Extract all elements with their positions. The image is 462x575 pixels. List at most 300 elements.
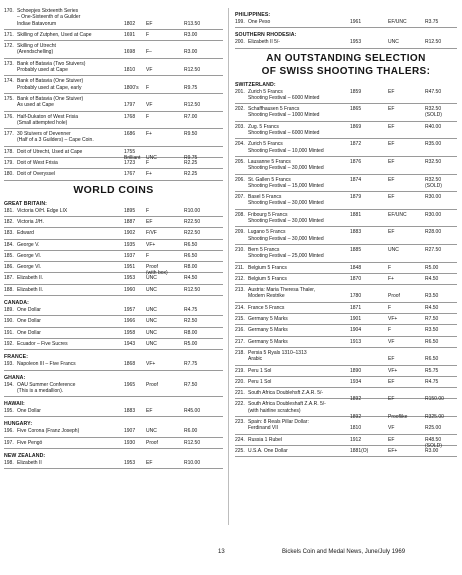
lot-description: Skilling of Zutphen, Used at Cape (17, 31, 92, 38)
lot-number: 216. (235, 327, 245, 334)
country-heading: GREAT BRITAIN: (4, 200, 47, 207)
catalog-entry (4, 131, 223, 144)
entry-rule (235, 156, 457, 157)
catalog-entry (235, 390, 457, 403)
lot-field: 1881(O) (350, 447, 369, 454)
lot-field: R3.00 (184, 49, 198, 56)
lot-field: Brilliant (124, 155, 141, 162)
lot-field: EF+ (388, 447, 398, 454)
lot-field: VF+ (146, 241, 156, 248)
lot-field: 1872 (350, 141, 362, 148)
lot-field: R150.00 (425, 396, 444, 403)
lot-field: R6.50 (425, 338, 439, 345)
lot-number: 213. (235, 287, 245, 294)
lot-field: R12.50 (184, 439, 201, 446)
country-heading: CANADA: (4, 300, 29, 307)
catalog-entry (4, 219, 223, 225)
lot-field: 1885 (350, 246, 362, 253)
lot-field: R22.50 (184, 230, 201, 237)
lot-number: 187. (4, 275, 14, 282)
lot-description: Elizabeth II (17, 459, 42, 466)
lot-number: 211. (235, 264, 245, 271)
lot-field: R6.50 (184, 252, 198, 259)
lot-field: 1907 (124, 428, 136, 435)
lot-number: 170. (4, 8, 14, 14)
catalog-entry (4, 8, 223, 27)
entry-rule (235, 336, 457, 337)
lot-field: 1953 (350, 39, 362, 46)
catalog-entry (235, 141, 457, 154)
lot-field: 1810 (350, 425, 362, 432)
lot-description: Edward (17, 230, 34, 237)
lot-field: VF (146, 67, 153, 74)
lot-description: France 5 Francs (248, 304, 285, 311)
lot-number: 177. (4, 131, 14, 138)
lot-description: Five Pengö (17, 439, 43, 446)
lot-field: 1912 (350, 436, 362, 443)
lot-field: EF/UNC (388, 211, 407, 218)
lot-description: One Dollar (17, 318, 41, 325)
lot-field: UNC (146, 307, 157, 314)
lot-field: R35.00 (425, 141, 442, 148)
lot-description: Doit of Utrecht, Used at Cape (17, 148, 83, 155)
entry-rule (4, 349, 223, 350)
entry-rule (4, 216, 223, 217)
entry-rule (235, 387, 457, 388)
lot-number: 181. (4, 207, 14, 214)
entry-rule (235, 434, 457, 435)
lot-number: 174. (4, 78, 14, 85)
entry-rule (235, 324, 457, 325)
catalog-entry (4, 208, 223, 214)
catalog-entry (4, 78, 223, 91)
lot-field: R12.50 (184, 286, 201, 293)
lot-number: 206. (235, 176, 245, 183)
lot-description: Napoleon III – Five Francs (17, 361, 76, 368)
catalog-entry (4, 307, 223, 313)
lot-field: 1892 (350, 413, 362, 420)
lot-field: R5.75 (425, 367, 439, 374)
lot-field: 1958 (124, 329, 136, 336)
lot-field: 1859 (350, 88, 362, 95)
catalog-entry (4, 408, 223, 414)
country-heading: HUNGARY: (4, 421, 33, 428)
lot-field: EF (388, 194, 395, 201)
catalog-entry (235, 305, 457, 311)
lot-field: F/VF (146, 230, 157, 237)
lot-number: 189. (4, 307, 14, 314)
lot-description: Bank of Batavia (One Stuiver) Probably used at Cape, early (17, 78, 84, 91)
lot-field: UNC (146, 428, 157, 435)
lot-field: 1957 (124, 307, 136, 314)
lot-field: 1953 (124, 459, 136, 466)
lot-description: Elizabeth II. (17, 275, 44, 282)
catalog-entry (235, 327, 457, 333)
lot-field: 1800's (124, 84, 139, 91)
lot-description: Basel 5 Francs Shooting Festival – 30,000 Minted (248, 194, 324, 207)
catalog-entry (235, 229, 457, 242)
lot-field: 1966 (124, 318, 136, 325)
lot-number: 175. (4, 95, 14, 102)
lot-field: R8.00 (184, 264, 198, 271)
lot-number: 184. (4, 241, 14, 248)
lot-field: F (146, 84, 150, 91)
lot-field: VF (146, 102, 153, 109)
section-title: OF SWISS SHOOTING THALERS: (261, 65, 431, 77)
lot-description: Elizabeth II 5/- (248, 39, 280, 46)
lot-field: VF+ (146, 361, 156, 368)
lot-field: (with box) (146, 270, 168, 277)
lot-field: EF/UNC (388, 19, 407, 25)
lot-field: 1887 (124, 218, 136, 225)
lot-field: 1883 (350, 229, 362, 236)
lot-field: 1869 (350, 123, 362, 130)
entry-rule (4, 227, 223, 228)
entry-rule (4, 93, 223, 94)
lot-field: (SOLD) (425, 112, 442, 119)
lot-number: 210. (235, 246, 245, 253)
lot-field: R28.00 (425, 229, 442, 236)
lot-field: EF (388, 176, 395, 183)
lot-field: R2.50 (184, 318, 198, 325)
lot-number: 176. (4, 113, 14, 120)
lot-description: Germany 5 Marks (248, 316, 288, 323)
lot-field: VF (388, 338, 395, 345)
entry-rule (235, 376, 457, 377)
catalog-entry (4, 460, 223, 466)
lot-field: UNC (146, 275, 157, 282)
lot-number: 220. (235, 378, 245, 385)
entry-rule (4, 338, 223, 339)
lot-field: 1698 (124, 49, 136, 56)
catalog-entry (4, 440, 223, 446)
lot-field: R32.50 (425, 176, 442, 183)
country-heading: PHILIPPINES: (235, 12, 271, 18)
catalog-entry (235, 436, 457, 449)
lot-field: EF (388, 356, 395, 363)
lot-field: EF (388, 123, 395, 130)
entry-rule (235, 48, 457, 49)
catalog-entry (4, 361, 223, 367)
lot-field: 1686 (124, 131, 136, 138)
lot-field: F (146, 207, 150, 214)
lot-field: 1943 (124, 340, 136, 347)
lot-description: George V. (17, 241, 40, 248)
lot-field: R10.00 (184, 459, 201, 466)
entry-rule (235, 191, 457, 192)
lot-field: R3.75 (425, 19, 439, 25)
lot-number: 186. (4, 264, 14, 271)
lot-field: R22.50 (184, 218, 201, 225)
lot-description: One Peso (248, 19, 271, 25)
lot-field: R7.00 (184, 113, 198, 120)
lot-description: Russia 1 Rubel (248, 436, 282, 443)
lot-field: F+ (388, 275, 394, 282)
lot-description: Bank of Batavia (Two Stuivers) Probably used at Cape (17, 60, 86, 74)
lot-description: St. Gallen 5 Francs Shooting Festival – 15,000 Minted (248, 176, 324, 189)
lot-description: Schoepjes Sixteenth Series – One-Sixteenth of a Guilder Indiae Batavorum (17, 8, 81, 27)
entry-rule (4, 40, 223, 41)
catalog-entry (4, 264, 223, 277)
lot-field: F (146, 31, 150, 38)
catalog-entry (235, 106, 457, 119)
country-heading: HAWAII: (4, 401, 25, 408)
lot-field: Proof (146, 381, 158, 388)
entry-rule (4, 468, 223, 469)
lot-field: F (388, 264, 392, 271)
lot-description: Peru 1 Sol (248, 378, 272, 385)
lot-field: R12.50 (425, 39, 442, 46)
entry-rule (4, 75, 223, 76)
catalog-entry (4, 160, 223, 166)
lot-field: UNC (146, 155, 157, 162)
entry-rule (4, 180, 223, 181)
catalog-entry (4, 171, 223, 177)
lot-description: Belgium 5 Francs (248, 275, 287, 282)
lot-field: EF (146, 408, 153, 415)
lot-field: EF (388, 436, 395, 443)
lot-number: 173. (4, 60, 14, 67)
lot-field: R7.75 (184, 361, 198, 368)
entry-rule (235, 103, 457, 104)
lot-field: R6.50 (425, 356, 439, 363)
catalog-entry (4, 330, 223, 336)
catalog-entry (4, 230, 223, 236)
lot-field: 1960 (124, 286, 136, 293)
lot-number: 217. (235, 338, 245, 345)
catalog-entry (235, 19, 457, 25)
lot-number: 190. (4, 318, 14, 325)
entry-rule (235, 226, 457, 227)
lot-number: 172. (4, 43, 14, 50)
lot-number: 185. (4, 252, 14, 259)
catalog-entry (235, 212, 457, 225)
lot-number: 222. (235, 401, 245, 408)
lot-field: R12.50 (184, 102, 201, 109)
lot-field: R3.50 (425, 293, 439, 300)
lot-field: 1768 (124, 113, 136, 120)
entry-rule (4, 58, 223, 59)
entry-rule (4, 272, 223, 273)
lot-number: 180. (4, 171, 14, 178)
lot-description: Lausanne 5 Francs Shooting Festival – 30,000 Minted (248, 158, 324, 172)
country-heading: NEW ZEALAND: (4, 452, 46, 459)
lot-field: 1870 (350, 275, 362, 282)
lot-field: Proof (146, 264, 158, 271)
catalog-entry (4, 318, 223, 324)
entry-rule (4, 168, 223, 169)
lot-field: Proof (146, 439, 158, 446)
lot-field: F– (146, 49, 152, 56)
catalog-entry (235, 265, 457, 271)
entry-rule (235, 416, 457, 417)
lot-number: 182. (4, 218, 14, 225)
lot-description: Belgium 5 Francs (248, 264, 287, 271)
catalog-entry (235, 159, 457, 172)
lot-description: South Africa Doublehsft Z.A.R. 5/- (248, 390, 324, 397)
lot-description: Half-Dukaton of West Frisia (Small attempted hole) (17, 113, 79, 126)
lot-field: EF (388, 88, 395, 95)
catalog-entry (4, 242, 223, 248)
lot-field: UNC (146, 286, 157, 293)
entry-rule (235, 138, 457, 139)
entry-rule (4, 295, 223, 296)
lot-number: 214. (235, 304, 245, 311)
column-divider (228, 8, 229, 525)
lot-field: R13.50 (184, 20, 201, 27)
lot-number: 191. (4, 329, 14, 336)
lot-field: 1890 (350, 367, 362, 374)
entry-rule (4, 437, 223, 438)
lot-number: 208. (235, 211, 245, 218)
lot-description: OAU Summer Conference (This is a medallion). (17, 381, 76, 394)
entry-rule (4, 416, 223, 417)
lot-field: UNC (146, 329, 157, 336)
catalog-entry (4, 287, 223, 293)
catalog-entry (235, 339, 457, 345)
entry-rule (4, 250, 223, 251)
catalog-entry (4, 428, 223, 434)
catalog-entry (235, 287, 457, 300)
lot-field: EF (146, 20, 153, 27)
lot-field: 1892 (350, 396, 362, 403)
entry-rule (235, 27, 457, 28)
entry-rule (235, 445, 457, 446)
catalog-entry (4, 114, 223, 127)
catalog-entry (235, 177, 457, 190)
lot-field: R5.00 (425, 264, 439, 271)
lot-field: 1953 (124, 275, 136, 282)
lot-field: 1865 (350, 106, 362, 113)
lot-description: One Dollar (17, 329, 41, 336)
lot-field: R32.50 (425, 106, 442, 113)
catalog-entry (4, 61, 223, 74)
lot-number: 198. (4, 459, 14, 466)
lot-field: R48.50 (425, 436, 442, 443)
entry-rule (4, 327, 223, 328)
lot-description: Fribourg 5 Francs Shooting Festival – 30,000 Minted (248, 211, 324, 225)
lot-field: 1871 (350, 304, 362, 311)
lot-field: R4.50 (425, 275, 439, 282)
lot-field: 1879 (350, 194, 362, 201)
lot-field: (SOLD) (425, 442, 442, 449)
catalog-entry (4, 253, 223, 259)
lot-field: UNC (388, 39, 399, 46)
entry-rule (235, 313, 457, 314)
lot-description: Victoria O/H. Edge LIX (17, 207, 68, 214)
lot-field: R4.50 (425, 304, 439, 311)
lot-field: R10.00 (184, 207, 201, 214)
lot-description: One Dollar (17, 408, 41, 415)
lot-field: 1937 (124, 252, 136, 259)
lot-description: Doit of West Frisia (17, 160, 58, 167)
catalog-entry (4, 382, 223, 395)
publication-title: Bickels Coin and Medal News, June/July 1969 (282, 549, 406, 555)
entry-rule (235, 284, 457, 285)
lot-number: 205. (235, 158, 245, 165)
lot-number: 199. (235, 19, 245, 25)
lot-description: George VI. (17, 264, 42, 271)
lot-field: R4.50 (184, 275, 198, 282)
lot-field: 1934 (350, 378, 362, 385)
lot-field: 1874 (350, 176, 362, 183)
entry-rule (4, 261, 223, 262)
lot-description: Zug. 5 Francs Shooting Festival – 6000 Minted (248, 123, 320, 137)
lot-field: 1767 (124, 171, 136, 178)
entry-rule (235, 209, 457, 210)
lot-number: 223. (235, 418, 245, 425)
entry-rule (4, 29, 223, 30)
catalog-entry (235, 350, 457, 363)
lot-field: R45.00 (184, 408, 201, 415)
lot-number: 171. (4, 31, 14, 38)
lot-description: One Dollar (17, 307, 41, 314)
section-title: AN OUTSTANDING SELECTION (266, 52, 426, 64)
entry-rule (235, 398, 457, 399)
country-heading: SOUTHERN RHODESIA: (235, 32, 297, 39)
entry-rule (4, 396, 223, 397)
right-column (235, 8, 457, 459)
entry-rule (235, 347, 457, 348)
lot-field: R4.75 (184, 307, 198, 314)
lot-field: F+ (146, 171, 152, 178)
entry-rule (235, 121, 457, 122)
lot-number: 221. (235, 390, 245, 397)
lot-field: Prooflike (388, 413, 408, 420)
catalog-entry (4, 32, 223, 38)
lot-field: VF+ (388, 367, 398, 374)
lot-number: 204. (235, 141, 245, 148)
lot-field: 1876 (350, 158, 362, 165)
catalog-entry (235, 448, 457, 454)
lot-field: R4.75 (425, 378, 439, 385)
lot-description: Austria: Maria Theresa Thaler, Modern Restrike (248, 287, 316, 300)
lot-field: R8.00 (184, 329, 198, 336)
lot-field: R30.00 (425, 211, 442, 218)
catalog-entry (235, 379, 457, 385)
lot-number: 192. (4, 340, 14, 347)
country-heading: SWITZERLAND: (235, 81, 276, 88)
catalog-entry (235, 368, 457, 374)
lot-field: 1902 (124, 230, 136, 237)
lot-field: EF (388, 229, 395, 236)
lot-field: 1930 (124, 439, 136, 446)
entry-rule (4, 284, 223, 285)
catalog-entry (4, 275, 223, 281)
catalog-entry (235, 39, 457, 45)
lot-field: 1810 (124, 67, 136, 74)
lot-number: 225. (235, 447, 245, 454)
lot-field: R2.25 (184, 171, 198, 178)
entry-rule (4, 239, 223, 240)
country-heading: FRANCE: (4, 354, 29, 361)
lot-field: 1901 (350, 316, 362, 323)
lot-field: EF (388, 378, 395, 385)
lot-number: 188. (4, 286, 14, 293)
lot-field: R7.50 (184, 381, 198, 388)
lot-field: R9.75 (184, 155, 198, 162)
lot-field: 1691 (124, 31, 136, 38)
entry-rule (235, 456, 457, 457)
lot-description: South Africa Doubleshaft Z.A.R. 5/- (with hairline scratches) (248, 401, 326, 414)
section-title: WORLD COINS (73, 183, 154, 196)
lot-number: 209. (235, 229, 245, 236)
lot-number: 200. (235, 39, 245, 46)
catalog-entry (235, 401, 457, 420)
lot-description: Germany 5 Marks (248, 327, 288, 334)
entry-rule (4, 448, 223, 449)
lot-field: EF (146, 218, 153, 225)
